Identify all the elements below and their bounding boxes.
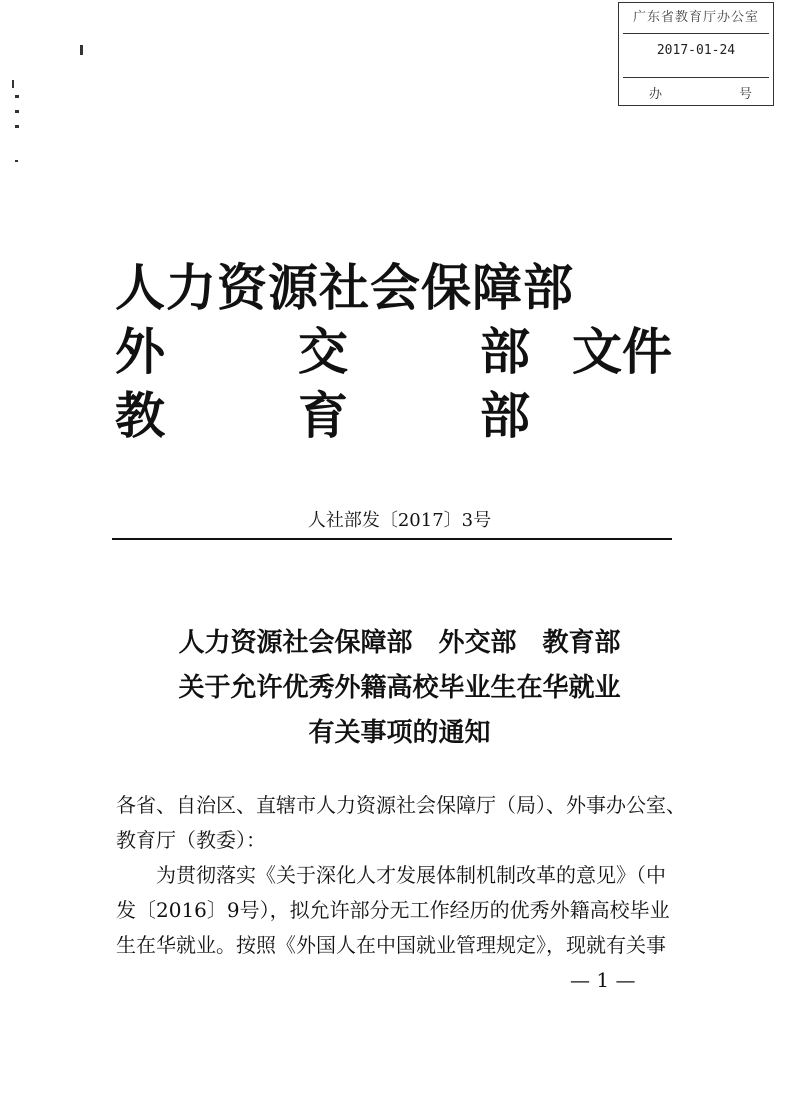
page-number: — 1 — — [570, 968, 636, 992]
stamp-no-label: 办 — [649, 87, 663, 102]
header-doc-suffix: 文件 — [572, 322, 672, 381]
stamp-office-name: 广东省教育厅办公室 — [632, 10, 759, 25]
scan-mark — [15, 95, 19, 98]
recipients-line-1: 各省、自治区、直辖市人力资源社会保障厅（局）、外事办公室、 — [116, 793, 686, 817]
header-agency-1: 人力资源社会保障部 — [115, 258, 574, 317]
stamp-divider — [623, 77, 769, 78]
header-agency-3-char3: 部 — [480, 386, 530, 445]
header-agency-2-char3: 部 — [480, 322, 530, 381]
stamp-no-suffix: 号 — [739, 87, 753, 102]
stamp-date: 2017-01-24 — [656, 43, 736, 58]
body-line-1: 为贯彻落实《关于深化人才发展体制机制改革的意见》（中 — [116, 863, 666, 887]
body-line-3: 生在华就业。按照《外国人在中国就业管理规定》，现就有关事 — [116, 933, 666, 957]
scan-mark — [15, 125, 19, 128]
scan-mark — [15, 160, 18, 162]
recipients-line-2: 教育厅（教委）： — [116, 828, 266, 852]
header-agency-2-char2: 交 — [298, 322, 348, 381]
header-rule — [112, 538, 672, 540]
receipt-stamp — [618, 2, 774, 106]
header-agency-3-char1: 教 — [115, 386, 165, 445]
header-agency-3-char2: 育 — [298, 386, 348, 445]
body-line-2: 发〔2016〕9号），拟允许部分无工作经历的优秀外籍高校毕业 — [116, 898, 670, 922]
stamp-divider — [623, 33, 769, 34]
scan-mark — [15, 110, 19, 113]
scan-mark — [12, 80, 14, 88]
title-line-2: 关于允许优秀外籍高校毕业生在华就业 — [178, 673, 621, 703]
title-line-3: 有关事项的通知 — [308, 718, 491, 748]
header-agency-2-char1: 外 — [115, 322, 165, 381]
document-number: 人社部发〔2017〕3号 — [307, 510, 492, 531]
scan-mark — [80, 45, 83, 55]
title-line-1: 人力资源社会保障部 外交部 教育部 — [178, 628, 621, 658]
